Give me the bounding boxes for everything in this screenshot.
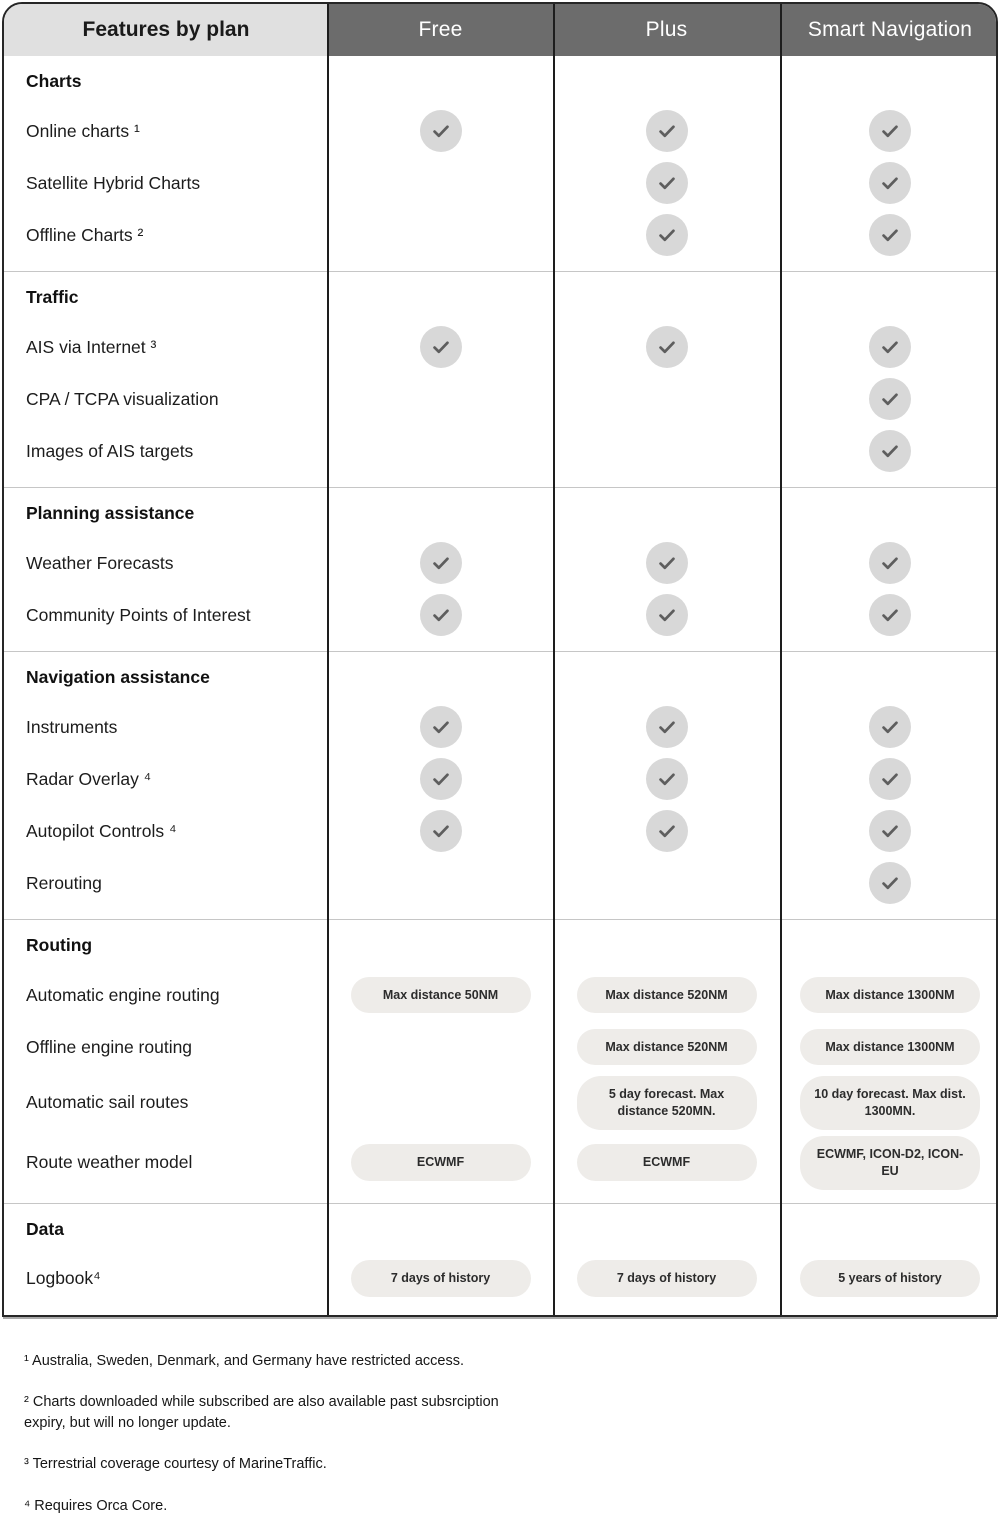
checkmark-icon [869, 706, 911, 748]
section-title: Traffic [26, 287, 79, 307]
value-cell [328, 880, 553, 886]
checkmark-icon [869, 542, 911, 584]
value-cell [553, 448, 780, 454]
value-cell [553, 703, 780, 751]
value-pill: 5 day forecast. Max distance 520MN. [577, 1076, 757, 1130]
value-cell [328, 232, 553, 238]
value-cell [780, 427, 998, 475]
table-row [4, 1133, 996, 1193]
section-title: Data [26, 1218, 64, 1239]
value-cell [328, 448, 553, 454]
feature-label: Offline Charts ² [26, 224, 144, 245]
checkmark-icon [869, 214, 911, 256]
checkmark-icon [869, 110, 911, 152]
value-pill: 10 day forecast. Max dist. 1300MN. [800, 1076, 980, 1130]
section-title: Navigation assistance [26, 667, 210, 687]
footnote-2: ² Charts downloaded while subscribed are also available past subsrciption expiry, but will no longer update. [24, 1394, 499, 1431]
table-row [4, 321, 996, 373]
value-cell [328, 703, 553, 751]
value-cell [328, 107, 553, 155]
section-data [4, 1203, 996, 1315]
value-cell [780, 1133, 998, 1193]
header-plan-smart-navigation: Smart Navigation [780, 4, 998, 56]
checkmark-icon [420, 758, 462, 800]
value-cell [553, 159, 780, 207]
checkmark-icon [646, 542, 688, 584]
value-cell [553, 396, 780, 402]
value-pill: Max distance 50NM [351, 977, 531, 1014]
value-cell [553, 1141, 780, 1184]
value-cell [553, 107, 780, 155]
table-row [4, 1253, 996, 1305]
table-row [4, 969, 996, 1021]
footnote-1: ¹ Australia, Sweden, Denmark, and Germany have restricted access. [24, 1352, 465, 1369]
value-cell [780, 1073, 998, 1133]
feature-label: Online charts ¹ [26, 120, 140, 141]
feature-label: Automatic sail routes [26, 1092, 189, 1113]
feature-label: CPA / TCPA visualization [26, 388, 219, 409]
footnotes [24, 1351, 504, 1517]
value-cell [328, 396, 553, 402]
table-row [4, 373, 996, 425]
section-routing [4, 919, 996, 1203]
value-cell [780, 755, 998, 803]
footnote-3: ³ Terrestrial coverage courtesy of MarineTraffic. [24, 1456, 327, 1473]
checkmark-icon [869, 162, 911, 204]
feature-label: AIS via Internet ³ [26, 336, 157, 357]
value-cell [780, 703, 998, 751]
value-cell [328, 591, 553, 639]
feature-label: Logbook⁴ [26, 1268, 101, 1288]
header-plan-plus: Plus [553, 4, 780, 56]
feature-label: Automatic engine routing [26, 984, 220, 1005]
value-cell [553, 211, 780, 259]
footnote-4: ⁴ Requires Orca Core. [24, 1497, 168, 1514]
checkmark-icon [420, 542, 462, 584]
table-row [4, 425, 996, 477]
table-row [4, 701, 996, 753]
value-cell [553, 755, 780, 803]
section-charts [4, 56, 996, 271]
checkmark-icon [869, 378, 911, 420]
value-cell [328, 974, 553, 1017]
checkmark-icon [420, 810, 462, 852]
feature-label: Radar Overlay ⁴ [26, 768, 152, 789]
table-row [4, 1021, 996, 1073]
header-plan-free: Free [328, 4, 553, 56]
value-cell [328, 323, 553, 371]
checkmark-icon [869, 810, 911, 852]
feature-label: Community Points of Interest [26, 604, 251, 625]
value-cell [553, 1257, 780, 1300]
checkmark-icon [869, 430, 911, 472]
table-row [4, 209, 996, 261]
checkmark-icon [646, 110, 688, 152]
value-cell [780, 1026, 998, 1069]
value-cell [780, 375, 998, 423]
checkmark-icon [420, 594, 462, 636]
feature-label: Images of AIS targets [26, 440, 194, 461]
value-cell [553, 974, 780, 1017]
table-row [4, 1073, 996, 1133]
checkmark-icon [646, 810, 688, 852]
value-pill: Max distance 520NM [577, 1029, 757, 1066]
checkmark-icon [646, 758, 688, 800]
checkmark-icon [646, 706, 688, 748]
checkmark-icon [869, 862, 911, 904]
value-pill: ECWMF [577, 1144, 757, 1181]
column-divider [327, 4, 329, 1315]
section-title: Planning assistance [26, 503, 195, 523]
checkmark-icon [869, 758, 911, 800]
features-by-plan-page [0, 2, 1000, 1526]
value-pill: ECWMF, ICON-D2, ICON-EU [800, 1136, 980, 1190]
checkmark-icon [420, 706, 462, 748]
feature-label: Instruments [26, 716, 118, 737]
value-pill: 5 years of history [800, 1260, 980, 1297]
feature-label: Offline engine routing [26, 1036, 193, 1057]
value-cell [553, 880, 780, 886]
value-pill: Max distance 520NM [577, 977, 757, 1014]
table-body [4, 56, 996, 1315]
value-cell [553, 591, 780, 639]
value-cell [328, 539, 553, 587]
table-row [4, 857, 996, 909]
value-cell [328, 180, 553, 186]
value-cell [780, 323, 998, 371]
table-row [4, 589, 996, 641]
value-cell [553, 323, 780, 371]
section-title: Routing [26, 935, 93, 955]
value-cell [328, 1100, 553, 1106]
checkmark-icon [869, 594, 911, 636]
value-cell [328, 807, 553, 855]
column-divider [553, 4, 555, 1315]
column-divider [780, 4, 782, 1315]
value-cell [780, 1257, 998, 1300]
value-cell [328, 1141, 553, 1184]
feature-label: Weather Forecasts [26, 552, 174, 573]
value-pill: ECWMF [351, 1144, 531, 1181]
value-pill: Max distance 1300NM [800, 977, 980, 1014]
checkmark-icon [646, 162, 688, 204]
section-navigation-assistance [4, 651, 996, 919]
feature-label: Route weather model [26, 1152, 193, 1173]
checkmark-icon [646, 594, 688, 636]
features-table [2, 2, 998, 1317]
feature-label: Satellite Hybrid Charts [26, 172, 201, 193]
value-cell [553, 807, 780, 855]
value-cell [553, 1026, 780, 1069]
table-header [4, 4, 996, 56]
table-row [4, 753, 996, 805]
value-cell [780, 539, 998, 587]
checkmark-icon [420, 110, 462, 152]
checkmark-icon [869, 326, 911, 368]
value-cell [780, 107, 998, 155]
checkmark-icon [646, 214, 688, 256]
table-row [4, 157, 996, 209]
value-pill: 7 days of history [351, 1260, 531, 1297]
value-cell [780, 859, 998, 907]
table-row [4, 105, 996, 157]
value-cell [328, 1044, 553, 1050]
feature-label: Autopilot Controls ⁴ [26, 820, 177, 841]
table-row [4, 537, 996, 589]
value-cell [780, 974, 998, 1017]
feature-label: Rerouting [26, 872, 102, 893]
value-pill: Max distance 1300NM [800, 1029, 980, 1066]
section-planning-assistance [4, 487, 996, 651]
value-cell [328, 1257, 553, 1300]
section-traffic [4, 271, 996, 487]
checkmark-icon [420, 326, 462, 368]
value-cell [780, 211, 998, 259]
table-row [4, 805, 996, 857]
value-cell [780, 807, 998, 855]
checkmark-icon [646, 326, 688, 368]
value-cell [553, 539, 780, 587]
value-cell [780, 591, 998, 639]
value-cell [328, 755, 553, 803]
header-features-by-plan: Features by plan [4, 4, 328, 56]
value-cell [780, 159, 998, 207]
section-title: Charts [26, 71, 82, 91]
value-pill: 7 days of history [577, 1260, 757, 1297]
value-cell [553, 1073, 780, 1133]
